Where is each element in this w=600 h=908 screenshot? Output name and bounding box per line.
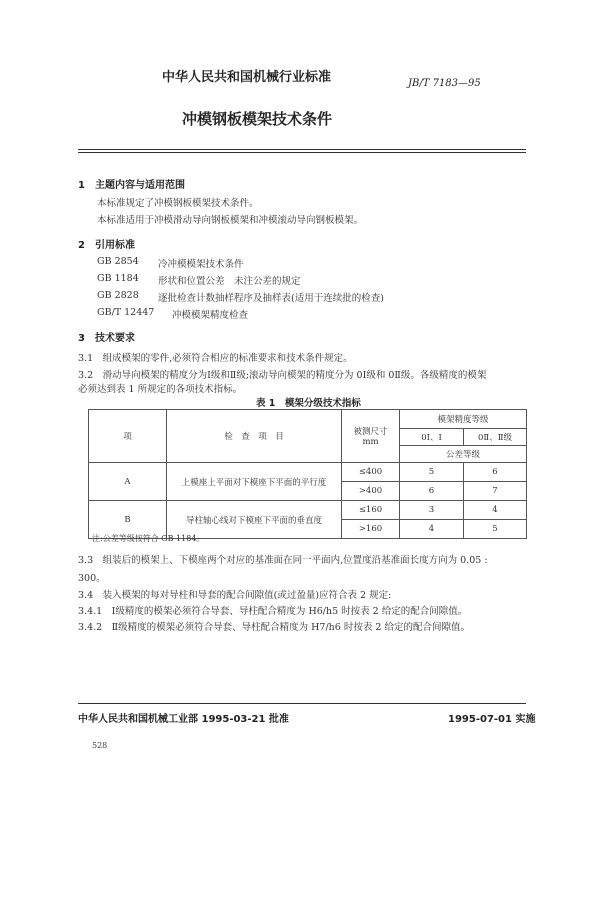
ref-code-3: GB 2828 xyxy=(97,290,139,301)
header-grade-b: 0Ⅱ、Ⅱ级 xyxy=(464,429,527,446)
implementation-date: 1995-07-01 实施 xyxy=(448,714,536,725)
section-3-heading: 3 技术要求 xyxy=(78,333,135,344)
standard-type: 中华人民共和国机械行业标准 xyxy=(162,70,332,85)
section-1-heading: 1 主题内容与适用范围 xyxy=(78,180,185,191)
header-size-line-1: 被测尺寸 xyxy=(353,427,388,437)
row-b-desc: 导柱轴心线对下模座下平面的垂直度 xyxy=(167,501,342,539)
header-size-line-2: mm xyxy=(362,437,379,447)
table-1 xyxy=(88,409,527,539)
para-3-4-1: 3.4.1 Ⅰ级精度的模架必须符合导套、导柱配合精度为 H6/h5 时按表 2 给定的配合间隙值。 xyxy=(78,606,468,617)
para-3-2-line-1: 3.2 滑动导向模架的精度分为Ⅰ级和Ⅱ级;滚动导向模架的精度分为 0Ⅰ级和 0Ⅱ级。各级精度的模架 xyxy=(78,370,487,381)
row-a1-size: ≤400 xyxy=(342,463,400,482)
row-a1-grade-a: 5 xyxy=(400,463,464,482)
row-b2-grade-a: 4 xyxy=(400,520,464,539)
page-number: 528 xyxy=(92,741,108,750)
para-3-4: 3.4 装入模架的每对导柱和导套的配合间隙值(或过盈量)应符合表 2 规定: xyxy=(78,590,392,601)
ref-title-3: 逐批检查计数抽样程序及抽样表(适用于连续批的检查) xyxy=(158,293,384,304)
top-rule-2 xyxy=(78,152,526,153)
header-tolerance: 公差等级 xyxy=(400,446,527,463)
row-b1-grade-a: 3 xyxy=(400,501,464,520)
ref-code-4: GB/T 12447 xyxy=(97,307,155,318)
ref-title-2: 形状和位置公差 未注公差的规定 xyxy=(158,276,301,287)
row-b1-grade-b: 4 xyxy=(464,501,527,520)
approval-line: 中华人民共和国机械工业部 1995-03-21 批准 xyxy=(78,714,289,725)
row-a2-size: >400 xyxy=(342,482,400,501)
section-1-line-2: 本标准适用于冲模滑动导向钢板模架和冲模滚动导向钢板模架。 xyxy=(97,215,364,226)
document-title: 冲模钢板模架技术条件 xyxy=(182,110,333,128)
para-3-1: 3.1 组成模架的零件,必须符合相应的标准要求和技术条件规定。 xyxy=(78,353,353,364)
row-a1-grade-b: 6 xyxy=(464,463,527,482)
table-1-note: 注:公差等级按符合 GB 1184。 xyxy=(92,534,205,543)
ref-code-1: GB 2854 xyxy=(97,256,139,267)
table-1-caption: 表 1 模架分级技术指标 xyxy=(256,398,361,409)
row-a-desc: 上模座上平面对下模座下平面的平行度 xyxy=(167,463,342,501)
header-grade: 模架精度等级 xyxy=(400,410,527,429)
row-b2-size: >160 xyxy=(342,520,400,539)
ref-code-2: GB 1184 xyxy=(97,273,139,284)
row-a-item: A xyxy=(89,463,167,501)
row-b2-grade-b: 5 xyxy=(464,520,527,539)
row-b1-size: ≤160 xyxy=(342,501,400,520)
header-grade-a: 0Ⅰ、Ⅰ xyxy=(400,429,464,446)
standard-code: JB/T 7183—95 xyxy=(408,78,481,89)
section-1-line-1: 本标准规定了冲模钢板模架技术条件。 xyxy=(97,198,259,209)
row-b-item: B xyxy=(89,501,167,539)
para-3-3-line-1: 3.3 组装后的模架上、下模座两个对应的基准面在同一平面内,位置度沿基准面长度方向为 0.05 : xyxy=(78,555,488,566)
para-3-3-line-2: 300。 xyxy=(78,573,106,584)
para-3-2-line-2: 必须达到表 1 所规定的各项技术指标。 xyxy=(78,384,243,395)
header-inspection: 检 查 项 目 xyxy=(167,410,342,463)
row-a2-grade-a: 6 xyxy=(400,482,464,501)
para-3-4-2: 3.4.2 Ⅱ级精度的模架必须符合导套、导柱配合精度为 H7/h6 时按表 2 给定的配合间隙值。 xyxy=(78,622,470,633)
row-a2-grade-b: 7 xyxy=(464,482,527,501)
section-2-heading: 2 引用标准 xyxy=(78,240,135,251)
bottom-rule xyxy=(78,703,526,704)
ref-title-4: 冲模模架精度检查 xyxy=(172,310,249,321)
top-rule-1 xyxy=(78,149,526,150)
ref-title-1: 冷冲模模架技术条件 xyxy=(158,259,244,270)
header-size xyxy=(342,410,400,463)
header-item: 项 xyxy=(89,410,167,463)
